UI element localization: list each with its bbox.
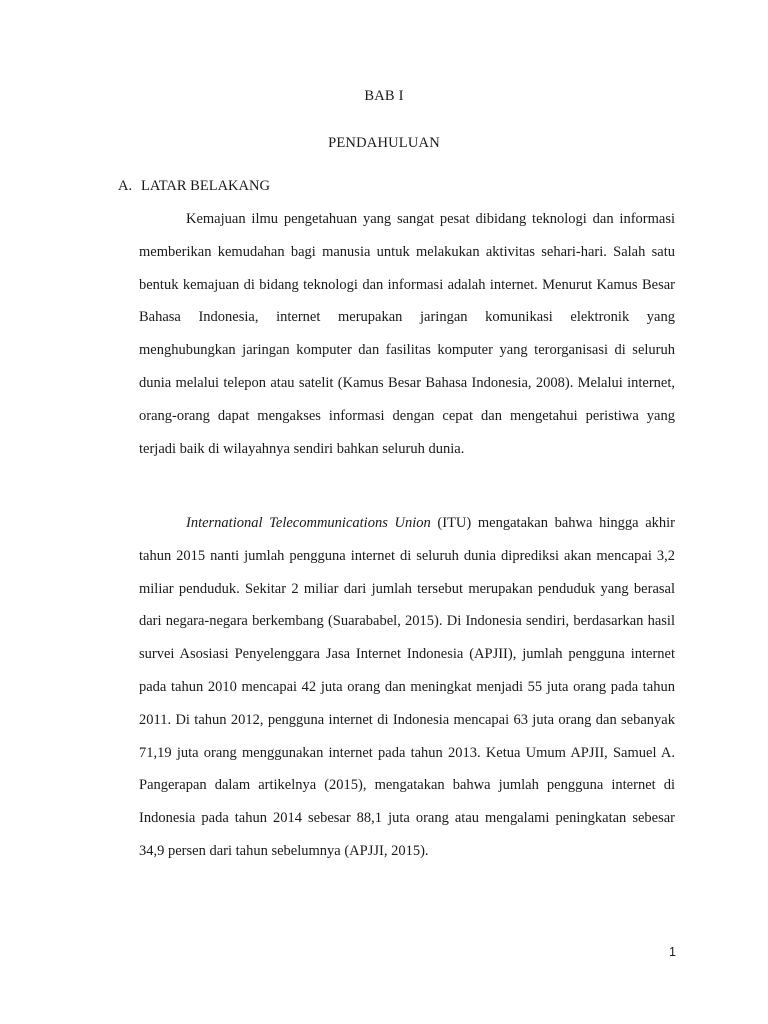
section-letter: A. <box>118 178 133 194</box>
body-paragraph-2 <box>139 507 675 868</box>
paragraph-1-text: Kemajuan ilmu pengetahuan yang sangat pesat dibidang teknologi dan informasi memberikan kemudahan bagi manusia untuk melakukan aktivitas sehari-hari. Salah satu bentuk kemajuan di bidang teknologi dan informasi adalah internet. Menurut Kamus Besar Bahasa Indonesia, internet merupakan jaringan komunikasi elektronik yang menghubungkan jaringan komputer dan fasilitas komputer yang terorganisasi di seluruh dunia melalui telepon atau satelit (Kamus Besar Bahasa Indonesia, 2008). Melalui internet, orang-orang dapat mengakses informasi dengan cepat dan mengetahui peristiwa yang terjadi baik di wilayahnya sendiri bahkan seluruh dunia. <box>139 211 675 457</box>
paragraph-2-italic-lead: International Telecommunications Union <box>186 515 431 531</box>
chapter-title: PENDAHULUAN <box>328 135 440 151</box>
paragraph-2-text: (ITU) mengatakan bahwa hingga akhir tahun 2015 nanti jumlah pengguna internet di seluruh dunia diprediksi akan mencapai 3,2 miliar penduduk. Sekitar 2 miliar dari jumlah tersebut merupakan penduduk yang berasal dari negara-negara berkembang (Suarababel, 2015). Di Indonesia sendiri, berdasarkan hasil survei Asosiasi Penyelenggara Jasa Internet Indonesia (APJII), jumlah pengguna internet pada tahun 2010 mencapai 42 juta orang dan meningkat menjadi 55 juta orang pada tahun 2011. Di tahun 2012, pengguna internet di Indonesia mencapai 63 juta orang dan sebanyak 71,19 juta orang menggunakan internet pada tahun 2013. Ketua Umum APJII, Samuel A. Pangerapan dalam artikelnya (2015), mengatakan bahwa jumlah pengguna internet di Indonesia pada tahun 2014 sebesar 88,1 juta orang atau mengalami peningkatan sebesar 34,9 persen dari tahun sebelumnya (APJJI, 2015). <box>139 515 676 859</box>
section-heading <box>118 178 270 195</box>
section-title: LATAR BELAKANG <box>141 178 270 194</box>
page-number: 1 <box>669 945 676 959</box>
body-paragraph-1 <box>139 203 675 465</box>
chapter-number: BAB I <box>364 88 404 104</box>
